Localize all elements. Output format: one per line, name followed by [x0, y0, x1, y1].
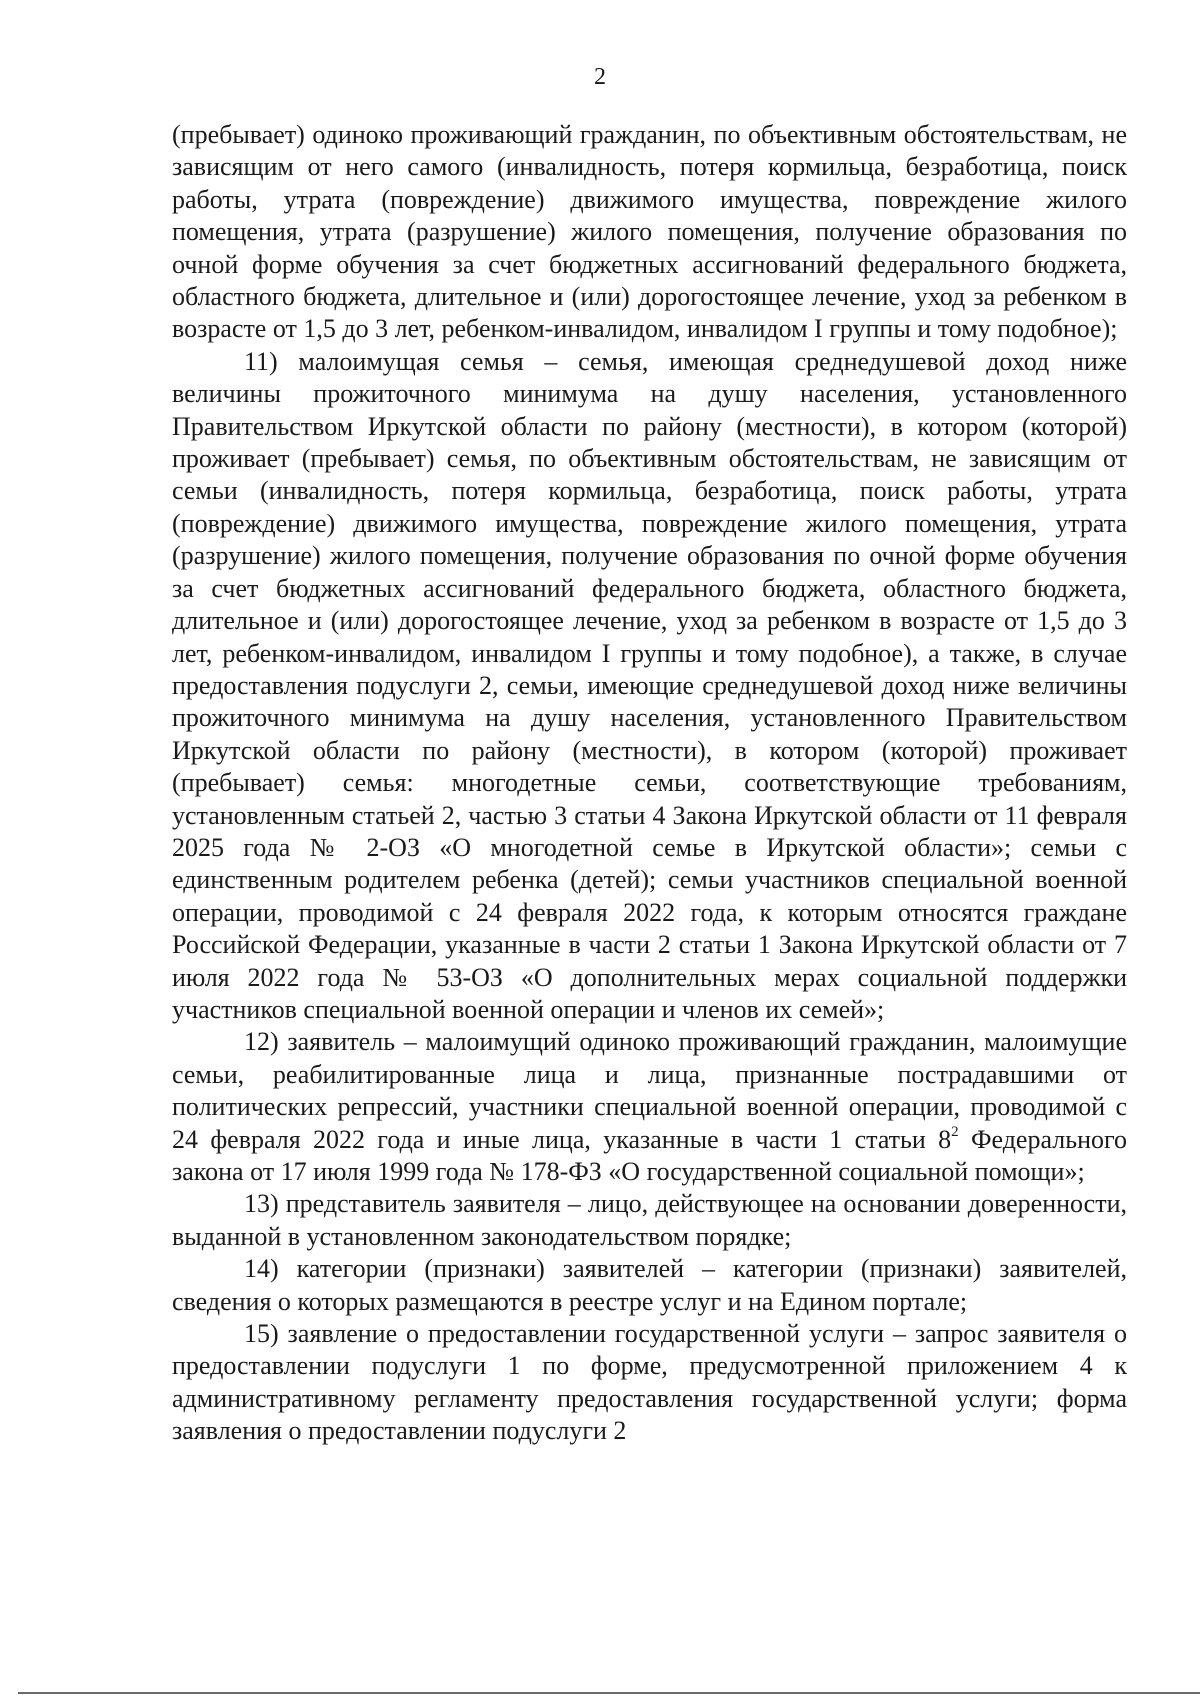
paragraph-item-15: 15) заявление о предоставлении государственной услуги – запрос заявителя о предоставлении подуслуги 1 по форме, предусмотренной приложением 4 к административному регламенту предоставления государственной услуги; форма заявления о предоставлении подуслуги 2 — [172, 1319, 1127, 1446]
paragraph-item-12-text-before: 12) заявитель – малоимущий одиноко проживающий гражданин, малоимущие семьи, реабилитированные лица и лица, признанные пострадавшими от политических репрессий, участники специальной военной операции, проводимой с 24 февраля 2022 года и иные лица, указанные в части 1 статьи 8 — [172, 1027, 1127, 1154]
paragraph-item-12-text-after: Федерального закона от 17 июля 1999 года № 178-ФЗ «О государственной социальной помощи»; — [172, 1124, 1127, 1186]
scan-edge-line — [18, 1692, 1200, 1694]
paragraph-item-14: 14) категории (признаки) заявителей – категории (признаки) заявителей, сведения о которых размещаются в реестре услуг и на Едином портале; — [172, 1254, 1127, 1316]
paragraph-item-12-superscript: 2 — [951, 1123, 959, 1140]
paragraph-item-11: 11) малоимущая семья – семья, имеющая среднедушевой доход ниже величины прожиточного минимума на душу населения, установленного Правительством Иркутской области по району (местности), в котором (которой) проживает (пребывает) семья, по объективным обстоятельствам, не зависящим от семьи (инвалидность, потеря кормильца, безработица, поиск работы, утрата (повреждение) движимого имущества, повреждение жилого помещения, утрата (разрушение) жилого помещения, получение образования по очной форме обучения за счет бюджетных ассигнований федерального бюджета, областного бюджета, длительное и (или) дорогостоящее лечение, уход за ребенком в возрасте от 1,5 до 3 лет, ребенком-инвалидом, инвалидом I группы и тому подобное), а также, в случае предоставления подуслуги 2, семьи, имеющие среднедушевой доход ниже величины прожиточного минимума на душу населения, установленного Правительством Иркутской области по району (местности), в котором (которой) проживает (пребывает) семья: многодетные семьи, соответствующие требованиям, установленным статьей 2, частью 3 статьи 4 Закона Иркутской области от 11 февраля 2025 года № 2-ОЗ «О многодетной семье в Иркутской области»; семьи с единственным родителем ребенка (детей); семьи участников специальной военной операции, проводимой с 24 февраля 2022 года, к которым относятся граждане Российской Федерации, указанные в части 2 статьи 1 Закона Иркутской области от 7 июля 2022 года № 53-ОЗ «О дополнительных мерах социальной поддержки участников специальной военной операции и членов их семей»; — [172, 346, 1127, 1024]
paragraph-item-12 — [172, 1026, 1127, 1188]
page-number: 2 — [594, 64, 606, 90]
paragraph-item-13: 13) представитель заявителя – лицо, действующее на основании доверенности, выданной в установленном законодательством порядке; — [172, 1189, 1127, 1251]
document-body — [172, 119, 1127, 1448]
paragraph-continuation: (пребывает) одиноко проживающий гражданин, по объективным обстоятельствам, не зависящим от него самого (инвалидность, потеря кормильца, безработица, поиск работы, утрата (повреждение) движимого имущества, повреждение жилого помещения, утрата (разрушение) жилого помещения, получение образования по очной форме обучения за счет бюджетных ассигнований федерального бюджета, областного бюджета, длительное и (или) дорогостоящее лечение, уход за ребенком в возрасте от 1,5 до 3 лет, ребенком-инвалидом, инвалидом I группы и тому подобное); — [172, 120, 1127, 344]
